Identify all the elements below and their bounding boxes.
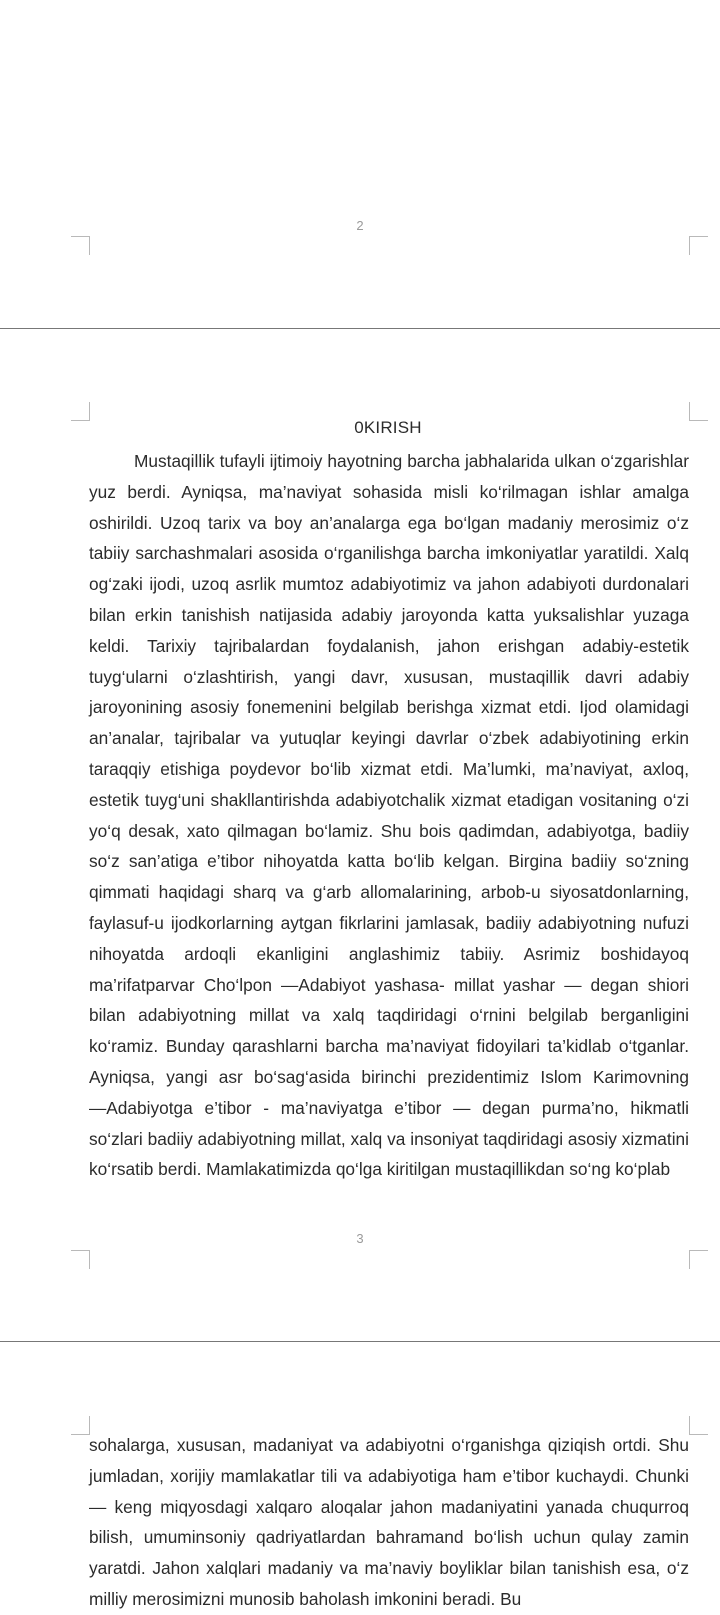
- crop-mark-top-left: [71, 236, 90, 255]
- body-paragraph-continued: sohalarga, xususan, madaniyat va adabiyotni o‘rganishga qiziqish ortdi. Shu jumladan, xorijiy mamlakatlar tili va adabiyotiga ham e’tibor kuchaydi. Chunki ― keng miqyosdagi xalqaro aloqalar jahon madaniyatini yanada chuqurroq bilish, umuminsoniy qadriyatlardan bahramand bo‘lish uchun qulay zamin yaratdi. Jahon xalqlari madaniy va ma’naviy boyliklar bilan tanishish esa, o‘z milliy merosimizni munosib baholash imkonini beradi. Bu: [89, 1435, 689, 1609]
- crop-mark-bottom-right: [689, 1416, 708, 1435]
- crop-mark-top-left: [71, 1250, 90, 1269]
- page-number-3: 3: [356, 1231, 364, 1246]
- crop-mark-top-right: [689, 1250, 708, 1269]
- page-number-2: 2: [356, 218, 364, 233]
- page-separator: [0, 328, 720, 329]
- section-heading: 0KIRISH: [354, 418, 422, 437]
- body-paragraph: Mustaqillik tufayli ijtimoiy hayotning barcha jabhalarida ulkan o‘zgarishlar yuz berdi. Ayniqsa, ma’naviyat sohasida misli ko‘rilmagan ishlar amalga oshirildi. Uzoq tarix va boy an’analarga ega bo‘lgan madaniy merosimiz o‘z tabiiy sarchashmalari asosida o‘rganilishga barcha imkoniyatlar yaratildi. Xalq og‘zaki ijodi, uzoq asrlik mumtoz adabiyotimiz va jahon adabiyoti durdonalari bilan erkin tanishish natijasida adabiy jaroyonda katta yuksalishlar yuzaga keldi. Tarixiy tajribalardan foydalanish, jahon erishgan adabiy-estetik tuyg‘ularni o‘zlashtirish, yangi davr, xususan, mustaqillik davri adabiy jaroyonining asosiy fonemenini belgilab berishga xizmat etdi. Ijod olamidagi an’analar, tajribalar va yutuqlar keyingi davrlar o‘zbek adabiyotining erkin taraqqiy etishiga poydevor bo‘lib xizmat etdi. Ma’lumki, ma’naviyat, axloq, estetik tuyg‘uni shakllantirishda adabiyotchalik xizmat etadigan vositaning o‘zi yo‘q desak, xato qilmagan bo‘lamiz. Shu bois qadimdan, adabiyotga, badiiy so‘z san’atiga e’tibor nihoyatda katta bo‘lib kelgan. Birgina badiiy so‘zning qimmati haqidagi sharq va g‘arb allomalarining, arbob-u siyosatdonlarning, faylasuf-u ijodkorlarning aytgan fikrlarini jamlasak, badiiy adabiyotning nufuzi nihoyatda ardoqli ekanligini anglashimiz tabiiy. Asrimiz boshidayoq ma’rifatparvar Cho‘lpon ―Adabiyot yashasa- millat yashar ― degan shiori bilan adabiyotning millat va xalq taqdiridagi o‘rnini belgilab berganligini ko‘ramiz. Bunday qarashlarni barcha ma’naviyat fidoyilari ta’kidlab o‘tganlar. Ayniqsa, yangi asr bo‘sag‘asida birinchi prezidentimiz Islom Karimovning ―Adabiyotga e’tibor - ma’naviyatga e’tibor ― degan purma’no, hikmatli so‘zlari badiiy adabiyotning millat, xalq va insoniyat taqdiridagi asosiy xizmatini ko‘rsatib berdi. Mamlakatimizda qo‘lga kiritilgan mustaqillikdan so‘ng ko‘plab: [89, 451, 689, 1180]
- crop-mark-bottom-left: [71, 1416, 90, 1435]
- page-separator: [0, 1341, 720, 1342]
- crop-mark-top-right: [689, 236, 708, 255]
